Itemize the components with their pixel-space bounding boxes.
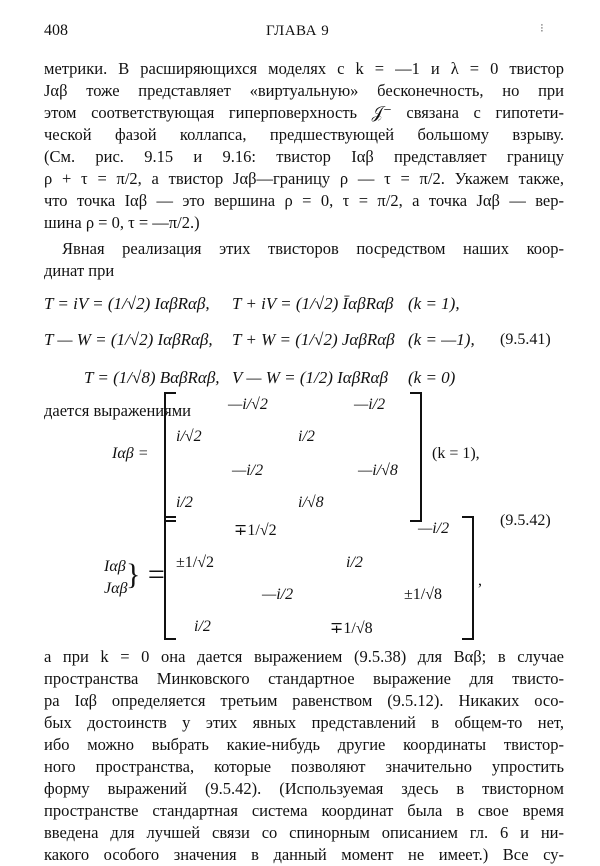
matrix1-cell: —i/2 — [354, 396, 386, 413]
matrix1-cell: i/√2 — [176, 428, 202, 445]
page-number: 408 — [44, 22, 68, 39]
text-line: какого особого значения в данный момент не имеет.) Все су- — [44, 845, 564, 864]
equation-row3-a: T = (1/√8) BαβRαβ, — [84, 368, 220, 387]
equation-number-9-5-41: (9.5.41) — [500, 331, 551, 348]
matrix1-condition: (k = 1), — [432, 445, 480, 462]
equation-row1-b: T + iV = (1/√2) ĪαβRαβ — [232, 294, 394, 313]
text-line: ческой фазой коллапса, предшествующей большому взрыву. — [44, 125, 564, 144]
matrix2-cell: —i/2 — [418, 520, 450, 537]
equation-row1-a: T = iV = (1/√2) IαβRαβ, — [44, 294, 210, 313]
equation-row2-b: T + W = (1/√2) JαβRαβ — [232, 330, 395, 349]
matrix2-cell: ∓1/√2 — [234, 522, 277, 539]
matrix2-lhs-top: Iαβ — [104, 558, 126, 575]
equation-row2-a: T — W = (1/√2) IαβRαβ, — [44, 330, 213, 349]
matrix2-left-bracket — [164, 516, 176, 640]
matrix1-cell: —i/√8 — [358, 462, 398, 479]
text-line: шина ρ = 0, τ = —π/2.) — [44, 213, 200, 232]
matrix1-cell: —i/2 — [232, 462, 264, 479]
equation-number-9-5-42: (9.5.42) — [500, 512, 551, 529]
matrix1-cell: i/2 — [176, 494, 193, 511]
text-line: (См. рис. 9.15 и 9.16: твистор Iαβ представляет границу — [44, 147, 564, 166]
matrix1-right-bracket — [410, 392, 422, 522]
matrix2-right-bracket — [462, 516, 474, 640]
equation-row3-cond: (k = 0) — [408, 368, 456, 387]
text-line: ρ + τ = π/2, а твистор Jαβ—границу ρ — τ = π/2. Укажем также, — [44, 169, 564, 188]
matrix1-lhs: Iαβ = — [112, 445, 149, 462]
text-line: Явная реализация этих твисторов посредством наших коор- — [62, 239, 564, 258]
text-line: этом соответствующая гиперповерхность 𝒥⁻ связана с гипотети- — [44, 103, 564, 122]
text-line: форму выражений (9.5.42). (Используемая здесь в твисторном — [44, 779, 564, 798]
matrix2-cell: ∓1/√8 — [330, 620, 373, 637]
text-line: бых достоинств у этих явных представлений в общем-то нет, — [44, 713, 564, 732]
matrix2-trailing-comma: , — [478, 572, 482, 589]
text-line: что точка Iαβ — это вершина ρ = 0, τ = π/2, а точка Jαβ — вер- — [44, 191, 564, 210]
matrix2-brace: } = — [126, 558, 165, 591]
equation-row3-b: V — W = (1/2) IαβRαβ — [232, 368, 388, 387]
matrix1-cell: i/√8 — [298, 494, 324, 511]
text-line: динат при — [44, 261, 115, 280]
matrix1-left-bracket — [164, 392, 176, 522]
matrix2-cell: —i/2 — [262, 586, 294, 603]
matrix2-cell: i/2 — [194, 618, 211, 635]
text-line: ного пространства, которые позволяют значительно упростить — [44, 757, 564, 776]
text-line: ра Iαβ определяется третьим равенством (9.5.12). Никаких осо- — [44, 691, 564, 710]
text-line: пространстве стандартная система координат была в свое время — [44, 801, 564, 820]
chapter-header: ГЛАВА 9 — [266, 23, 330, 39]
text-line: Jαβ тоже представляет «виртуальную» бесконечность, но при — [44, 81, 564, 100]
text-line: дается выражениями — [44, 401, 191, 420]
text-line: а при k = 0 она дается выражением (9.5.38) для Bαβ; в случае — [44, 647, 564, 666]
text-line: введена для лучшей связи со спинорным описанием гл. 6 и ни- — [44, 823, 564, 842]
matrix2-cell: ±1/√8 — [404, 586, 443, 603]
text-line: ибо можно выбрать какие-нибудь другие координаты твистор- — [44, 735, 564, 754]
equation-row2-cond: (k = —1), — [408, 330, 475, 349]
text-line: пространства Минковского стандартное выражение для твисто- — [44, 669, 564, 688]
matrix2-lhs-bottom: Jαβ — [104, 580, 128, 597]
equation-row1-cond: (k = 1), — [408, 294, 460, 313]
matrix1-cell: —i/√2 — [228, 396, 268, 413]
text-line: метрики. В расширяющихся моделях с k = —1 и λ = 0 твистор — [44, 59, 564, 78]
matrix2-cell: ±1/√2 — [176, 554, 215, 571]
matrix1-cell: i/2 — [298, 428, 315, 445]
matrix2-cell: i/2 — [346, 554, 363, 571]
margin-mark: ⁝ — [540, 21, 545, 35]
